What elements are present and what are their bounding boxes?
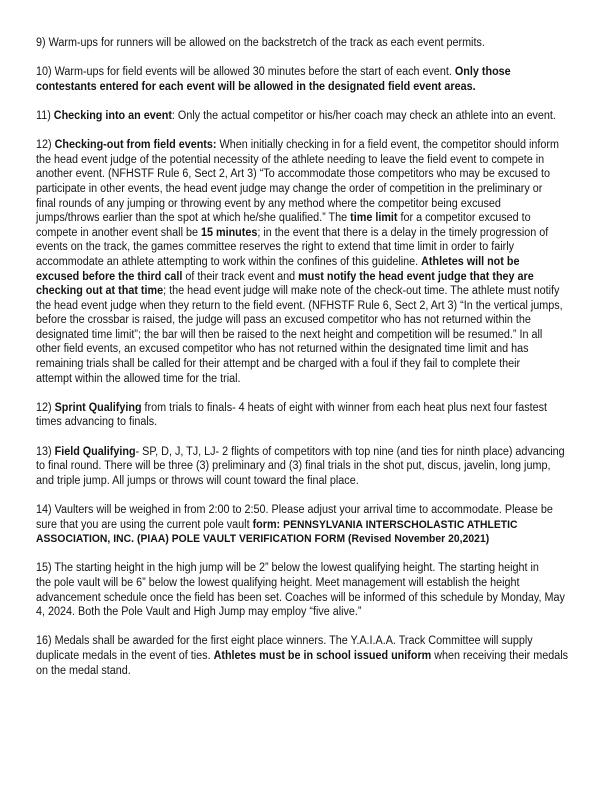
text-run: remaining trials shall be called for their attempt and be charged with a foul if they fail to complete their [36,358,521,371]
text-run: the head event judge of the potential necessity of the athlete needing to leave the field event to compete in [36,153,545,166]
rule-item [36,401,596,430]
text-run: when receiving their medals [431,649,569,662]
text-line [36,197,501,212]
text-run: participate in other events, the head event judge may change the order of competition in the preliminary or [36,182,543,195]
text-line [36,240,514,255]
text-line [36,342,528,357]
text-line [36,415,157,430]
text-line [36,299,563,314]
text-line [36,649,568,664]
text-run: final rounds of any jumping or throwing event by any method where the competitor being excused [36,197,501,210]
text-line [36,211,531,226]
text-line [36,109,556,124]
text-line [36,518,518,533]
text-run: ; in the event that there is a delay in the timely progression of [257,226,549,239]
rule-item [36,138,596,386]
bold-text-run: 15 minutes [200,226,258,239]
text-run: 11) [36,109,54,122]
bold-text-run: Field Qualifying [54,445,136,458]
bold-text-run: Checking-out from field events: [54,139,217,152]
text-run: 10) Warm-ups for field events will be allowed 30 minutes before the start of each event. [36,66,455,79]
text-run: 16) Medals shall be awarded for the first eight place winners. The Y.A.I.A.A. Track Committee will supply [36,635,533,648]
text-run: and triple jump. All jumps or throws will count toward the final place. [36,474,359,487]
bold-text-run: contestants entered for each event will be allowed in the designated field event areas. [36,80,476,93]
text-line [36,138,559,153]
rule-item [36,634,596,678]
rules-list [36,36,596,693]
text-line [36,328,542,343]
rule-item [36,561,596,619]
bold-text-run: excused before the third call [36,270,183,283]
bold-text-run: ASSOCIATION, INC. (PIAA) POLE VAULT VERIFICATION FORM (Revised November 20,2021) [36,533,490,546]
text-line [36,182,542,197]
text-line [36,634,533,649]
text-run: 14) Vaulters will be weighed in from 2:00 to 2:50. Please adjust your arrival time to accommodate. Please be [36,504,553,516]
text-run: 13) [36,445,55,458]
text-line [36,357,520,372]
text-line [36,474,359,489]
bold-text-run: form: [252,518,284,531]
text-run: 9) Warm-ups for runners will be allowed on the backstretch of the track as each event permits. [36,37,485,49]
text-run: sure that you are using the current pole vault [36,518,253,531]
text-line [36,591,565,606]
text-run: accommodate an athlete attempting to work within the confines of this guideline. [36,255,422,268]
text-run: the head event judge when they return to the field event. (NFHSTF Rule 6, Sect 2, Art 3) “In the vertical jumps, [36,299,563,312]
text-run: events on the track, the games committee reserves the right to extend that time limit in order to fairly [36,241,515,254]
rule-item [36,65,596,94]
rule-item [36,445,596,489]
text-run: duplicate medals in the event of ties. [36,649,214,662]
text-run: times advancing to finals. [36,416,158,429]
text-line [36,576,520,591]
text-run: ; the head event judge will make note of the check-out time. The athlete must notify [163,285,560,298]
text-run: before the crossbar is raised, the judge will pass an excused competitor who has not returned within the [36,314,531,327]
text-run: to final round. There will be three (3) preliminary and (3) final trials in the shot put, discus, javelin, long jump, [36,460,551,473]
text-line [36,445,565,460]
text-line [36,284,559,299]
text-run: : Only the actual competitor or his/her coach may check an athlete into an event. [171,109,556,122]
rule-item [36,36,596,51]
text-line [36,36,485,51]
text-run: for a competitor excused to [397,212,531,225]
text-line [36,532,489,547]
bold-text-run: Athletes will not be [421,255,520,268]
bold-text-run: Athletes must be in school issued uniform [213,649,432,662]
text-line [36,255,519,270]
text-line [36,561,539,576]
text-run: on the medal stand. [36,664,131,677]
text-run: When initially checking in for a field event, the competitor should inform [216,139,560,152]
text-line [36,372,241,387]
text-line [36,226,548,241]
rule-item [36,503,596,547]
bold-text-run: time limit [350,212,398,225]
text-run: 15) The starting height in the high jump will be 2” below the lowest qualifying height. The starting height in [36,562,539,575]
text-line [36,313,531,328]
text-line [36,605,362,620]
text-line [36,65,511,80]
bold-text-run: Only those [454,66,511,79]
text-run: advancement schedule once the field has been set. Coaches will be informed of this schedule by Monday, May [36,591,565,604]
text-line [36,167,550,182]
bold-text-run: checking out at that time [36,285,164,298]
bold-text-run: PENNSYLVANIA INTERSCHOLASTIC ATHLETIC [283,518,518,531]
text-line [36,664,131,679]
text-line [36,270,534,285]
bold-text-run: Sprint Qualifying [54,401,142,414]
bold-text-run: must notify the head event judge that they are [298,270,534,283]
text-run: - SP, D, J, TJ, LJ- 2 flights of competitors with top nine (and ties for ninth place) advancing [135,445,565,458]
text-run: 4, 2024. Both the Pole Vault and High Jump may employ “five alive.” [36,606,362,619]
text-run: 12) [36,401,55,414]
text-run: other field events, an excused competitor who has not returned within the designated time limit and has [36,343,529,356]
text-line [36,153,544,168]
text-line [36,80,476,95]
text-line [36,503,553,518]
text-run: jumps/throws earlier than the spot at which he/she qualified.” The [36,212,351,225]
text-line [36,401,547,416]
text-run: designated time limit”; the bar will then be raised to the next height and competition will be resumed.” In all [36,328,543,341]
text-run: 12) [36,139,55,152]
bold-text-run: Checking into an event [53,109,172,122]
text-run: attempt within the allowed time for the trial. [36,372,241,385]
text-run: of their track event and [182,270,299,283]
text-run: compete in another event shall be [36,226,201,239]
text-run: the pole vault will be 6” below the lowest qualifying height. Meet management will establish the height [36,576,520,589]
rule-item [36,109,596,124]
text-run: another event. (NFHSTF Rule 6, Sect 2, Art 3) “To accommodate those competitors who may be excused to [36,168,551,181]
text-run: from trials to finals- 4 heats of eight with winner from each heat plus next four fastest [141,401,548,414]
text-line [36,459,550,474]
